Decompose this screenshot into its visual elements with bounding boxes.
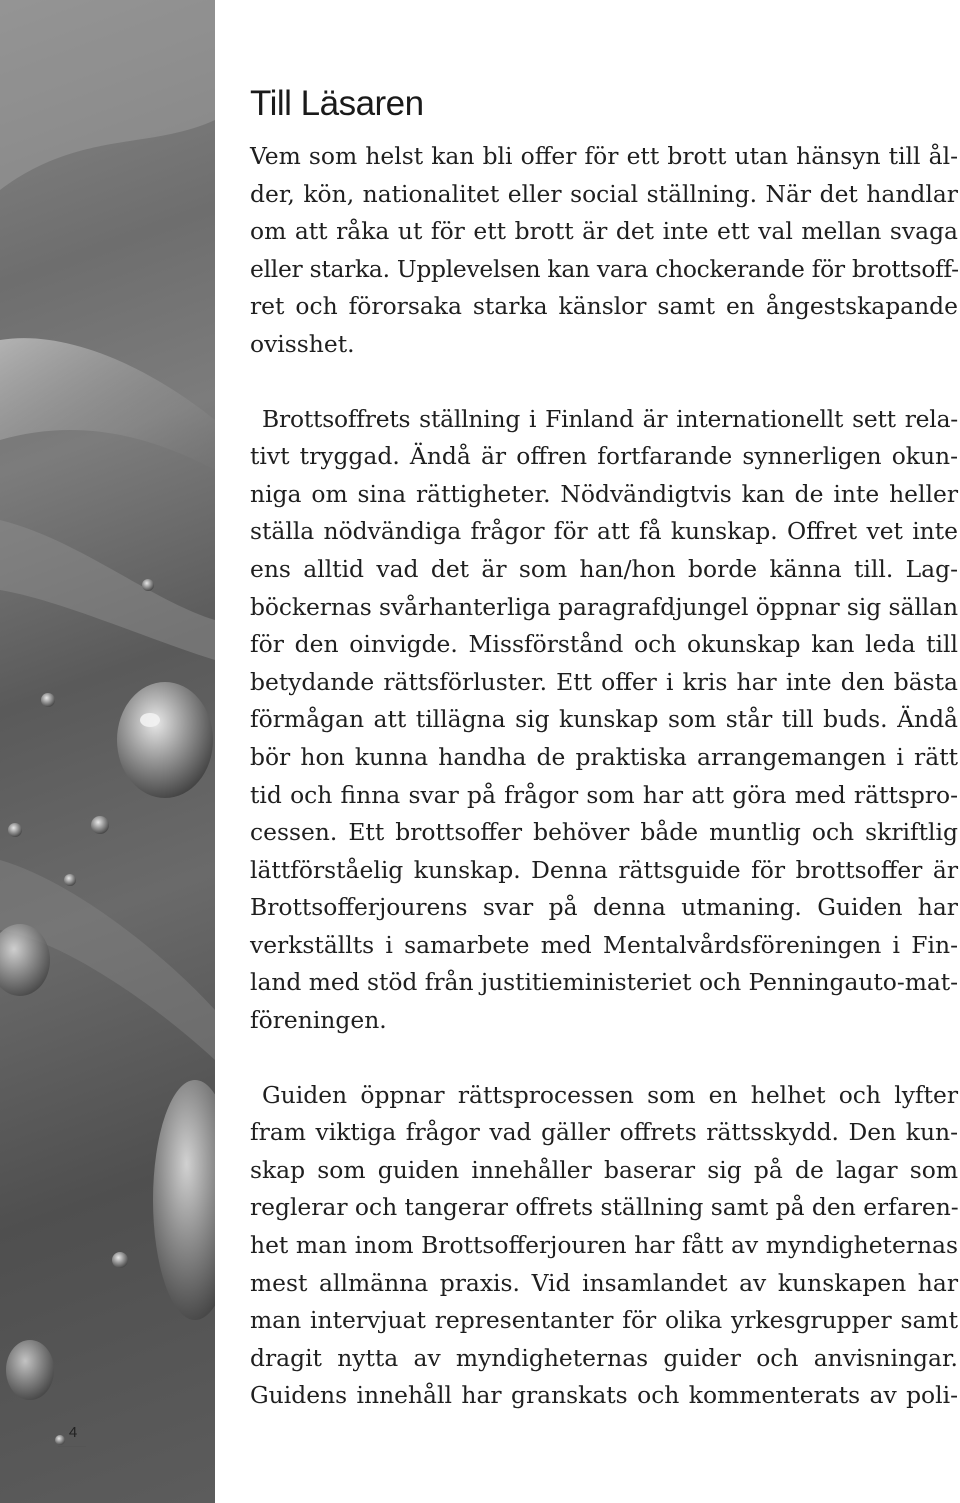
text-line: het man inom Brottsofferjouren har fått av myndigheternas: [250, 1231, 958, 1260]
text-line: förmågan att tillägna sig kunskap som står till buds. Ändå: [250, 705, 958, 734]
text-line: betydande rättsförluster. Ett offer i kris har inte den bästa: [250, 667, 958, 696]
paragraph-intro: [250, 138, 958, 364]
article-content: [250, 84, 958, 1415]
text-line: tivt tryggad. Ändå är offren fortfarande synnerligen okun-: [250, 442, 958, 471]
text-line: ens alltid vad det är som han/hon borde känna till. Lag-: [250, 554, 958, 583]
text-line: tid och finna svar på frågor som har att göra med rättspro-: [250, 780, 958, 809]
text-line: cessen. Ett brottsoffer behöver både muntlig och skriftlig: [250, 818, 958, 847]
text-line: der, kön, nationalitet eller social ställning. När det handlar: [250, 179, 958, 208]
text-line: för den oinvigde. Missförstånd och okunskap kan leda till: [250, 630, 958, 659]
text-line: niga om sina rättigheter. Nödvändigtvis kan de inte heller: [250, 479, 958, 508]
paragraph-position: [250, 401, 958, 1040]
water-drops-illustration: [0, 0, 215, 1503]
text-line: verkställts i samarbete med Mentalvårdsföreningen i Fin-: [250, 930, 958, 959]
text-line: eller starka. Upplevelsen kan vara chockerande för brottsoff-: [250, 254, 959, 283]
page-number-rule: [58, 1446, 86, 1447]
text-line: ovisshet.: [250, 329, 355, 358]
text-line: bör hon kunna handha de praktiska arrangemangen i rätt: [250, 742, 958, 771]
text-line: fram viktiga frågor vad gäller offrets rättsskydd. Den kun-: [250, 1118, 958, 1147]
text-line: skap som guiden innehåller baserar sig på de lagar som: [250, 1155, 958, 1184]
page-title: Till Läsaren: [250, 84, 424, 123]
text-line: böckernas svårhanterliga paragrafdjungel öppnar sig sällan: [250, 592, 958, 621]
paragraph-guide: [250, 1077, 958, 1415]
page-number: 4: [68, 1424, 78, 1441]
text-line: Brottsoffrets ställning i Finland är internationellt sett rela-: [262, 404, 958, 433]
text-line: reglerar och tangerar offrets ställning samt på den erfaren-: [250, 1193, 959, 1222]
text-line: om att råka ut för ett brott är det inte ett val mellan svaga: [250, 217, 958, 246]
text-line: land med stöd från justitieministeriet och Penningauto-mat-: [250, 968, 958, 997]
text-line: dragit nytta av myndigheternas guider och anvisningar.: [250, 1343, 958, 1372]
text-line: ställa nödvändiga frågor för att få kunskap. Offret vet inte: [250, 517, 958, 546]
text-line: lättförståelig kunskap. Denna rättsguide för brottsoffer är: [250, 855, 958, 884]
text-line: Brottsofferjourens svar på denna utmaning. Guiden har: [250, 893, 958, 922]
text-line: mest allmänna praxis. Vid insamlandet av kunskapen har: [250, 1268, 958, 1297]
sidebar-photo-water-drops: [0, 0, 215, 1503]
text-line: Guiden öppnar rättsprocessen som en helhet och lyfter: [262, 1080, 958, 1109]
text-line: Vem som helst kan bli offer för ett brott utan hänsyn till ål-: [250, 142, 958, 170]
text-line: föreningen.: [250, 1006, 387, 1035]
text-line: ret och förorsaka starka känslor samt en ångestskapande: [250, 292, 958, 321]
text-line: man intervjuat representanter för olika yrkesgrupper samt: [250, 1306, 958, 1335]
text-line: Guidens innehåll har granskats och kommenterats av poli-: [250, 1381, 958, 1410]
